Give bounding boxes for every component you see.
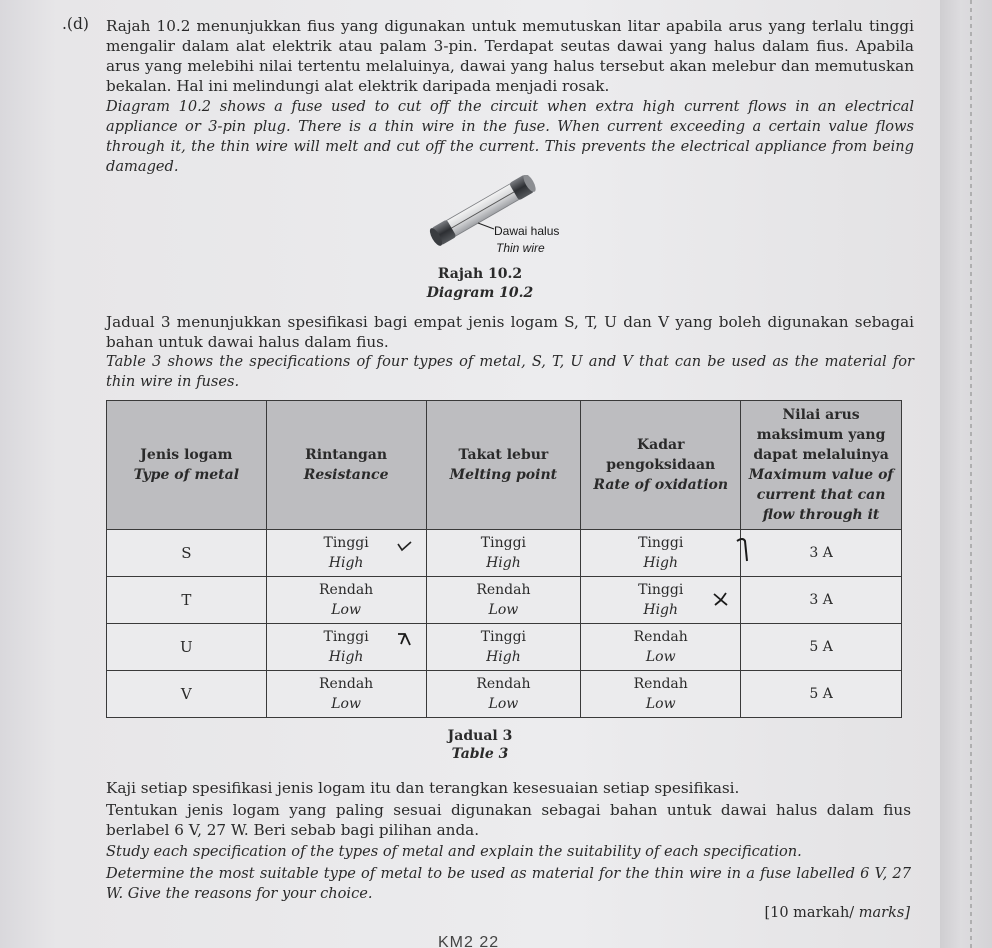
metal-cell: V — [107, 671, 267, 718]
intro-malay: Rajah 10.2 menunjukkan fius yang digunakan untuk memutuskan litar apabila arus yang terlalu tinggi mengalir dalam alat elektrik atau palam 3-pin. Terdapat seutas dawai yang halus dalam fius. Apabila arus yang melebihi nilai tertentu melaluinya, dawai yang halus tersebut akan melebur dan memutuskan bekalan. Hal ini melindungi alat elektrik daripada menjadi rosak. — [106, 17, 914, 95]
table-intro-english: Table 3 shows the specifications of four types of metal, S, T, U and V that can be used as the material for thin wire in fuses. — [106, 353, 914, 390]
oxidation-cell: Tinggi High — [581, 577, 741, 624]
table-row — [107, 530, 902, 577]
resistance-cell: Tinggi High — [266, 624, 426, 671]
resistance-cell: Tinggi High — [266, 530, 426, 577]
header-max-current: Nilai arus maksimum yang dapat melaluinya Maximum value of current that can flow through it — [741, 401, 902, 530]
melting-cell: Rendah Low — [426, 671, 581, 718]
header-oxidation-rate: Kadar pengoksidaan Rate of oxidation — [581, 401, 741, 530]
fuse-diagram — [418, 175, 588, 265]
pencil-cross-mark — [396, 630, 414, 648]
table-caption-en: Table 3 — [451, 746, 509, 762]
current-cell: 5 A — [741, 624, 902, 671]
thin-wire-label-en: Thin wire — [496, 241, 545, 255]
metal-specification-table — [106, 400, 902, 718]
current-cell: 5 A — [741, 671, 902, 718]
oxidation-cell: Tinggi High — [581, 530, 741, 577]
melting-cell: Tinggi High — [426, 530, 581, 577]
task-ms-2: Tentukan jenis logam yang paling sesuai digunakan sebagai bahan untuk dawai halus dalam fius berlabel 6 V, 27 W. Beri sebab bagi pilihan anda. — [106, 801, 911, 839]
header-melting-point: Takat lebur Melting point — [426, 401, 581, 530]
diagram-caption-ms: Rajah 10.2 — [437, 266, 523, 282]
task-en-1: Study each specification of the types of metal and explain the suitability of each specification. — [106, 843, 802, 860]
pencil-cross-mark — [711, 590, 731, 608]
table-row — [107, 577, 902, 624]
header-resistance: Rintangan Resistance — [266, 401, 426, 530]
diagram-caption-en: Diagram 10.2 — [426, 285, 534, 301]
table-row — [107, 671, 902, 718]
resistance-cell: Rendah Low — [266, 577, 426, 624]
table-row — [107, 624, 902, 671]
metal-cell: T — [107, 577, 267, 624]
resistance-cell: Rendah Low — [266, 671, 426, 718]
melting-cell: Rendah Low — [426, 577, 581, 624]
oxidation-cell: Rendah Low — [581, 671, 741, 718]
header-metal-type: Jenis logam Type of metal — [107, 401, 267, 530]
pencil-tick-mark — [395, 540, 415, 554]
perforation-line — [970, 0, 972, 948]
intro-english: Diagram 10.2 shows a fuse used to cut off the circuit when extra high current flows in an electrical appliance or 3-pin plug. There is a thin wire in the fuse. When current exceeding a certain value flows through it, the thin wire will melt and cut off the current. This prevents the electrical appliance from being damaged. — [106, 98, 914, 175]
metal-cell: U — [107, 624, 267, 671]
page-gutter — [940, 0, 992, 948]
oxidation-cell: Rendah Low — [581, 624, 741, 671]
melting-cell: Tinggi High — [426, 624, 581, 671]
marks-allocation: [10 markah/ marks] — [764, 905, 910, 921]
question-number: .(d) — [62, 15, 89, 33]
table-intro-malay: Jadual 3 menunjukkan spesifikasi bagi empat jenis logam S, T, U dan V yang boleh digunakan sebagai bahan untuk dawai halus dalam fius. — [106, 313, 914, 351]
task-en-2: Determine the most suitable type of metal to be used as material for the thin wire in a fuse labelled 6 V, 27 W. Give the reasons for your choice. — [106, 865, 911, 902]
page-code: KM2 22 — [438, 934, 500, 948]
table-header-row — [107, 401, 902, 530]
pencil-check-mark — [735, 535, 751, 563]
current-cell: 3 A — [741, 577, 902, 624]
table-caption-ms: Jadual 3 — [447, 728, 513, 744]
metal-cell: S — [107, 530, 267, 577]
task-ms-1: Kaji setiap spesifikasi jenis logam itu dan terangkan kesesuaian setiap spesifikasi. — [106, 779, 740, 797]
current-cell: 3 A — [741, 530, 902, 577]
thin-wire-label-ms: Dawai halus — [494, 224, 560, 238]
